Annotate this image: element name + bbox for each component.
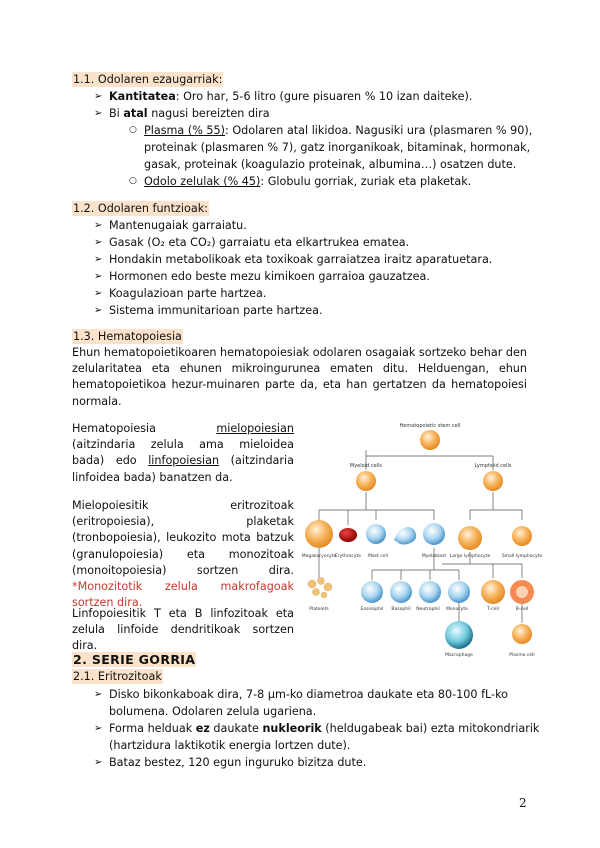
small-lymphocyte-icon <box>512 526 532 546</box>
t-cell-icon <box>481 580 505 604</box>
arrow-bullet-icon: ➢ <box>94 254 103 265</box>
paragraph-mielopoiesitik: Mielopoiesitik eritrozitoak (eritropoiesia), plaketak (tronbopoiesia), leukozito mota batzuk (granulopoiesia) eta monozitoak (monoitopoiesia) sortzen dira. *Monozitotik zelula makrofagoak sortzen dira. <box>72 499 294 610</box>
list-item: Bataz bestez, 120 egun inguruko bizitza dute. <box>109 756 367 769</box>
list-item: Disko bikonkaboak dira, 7-8 µm-ko diametroa daukate eta 80-100 fL-ko <box>109 688 509 701</box>
diagram-label-mast-cell: Mast cell <box>368 554 388 559</box>
section-1-1-heading: 1.1. Odolaren ezaugarriak: <box>73 73 223 86</box>
section-1-2-heading: 1.2. Odolaren funtzioak: <box>73 202 208 215</box>
section-2-1-heading: 2.1. Eritrozitoak <box>73 670 162 683</box>
erythrocyte-icon <box>339 528 357 542</box>
list-item-continuation: (hartzidura laktikotik energia lortzen dute). <box>109 739 351 752</box>
list-item: Kantitatea: Oro har, 5-6 litro (gure pisuaren % 10 izan daiteke). <box>109 90 473 103</box>
arrow-bullet-icon: ➢ <box>94 689 103 700</box>
monocyte-icon <box>448 581 470 603</box>
plasma-cell-icon <box>512 624 532 644</box>
diagram-label-basophil: Basophil <box>391 607 411 612</box>
paragraph-mielopoiesia: Hematopoiesia mielopoiesian (aitzindaria zelula ama mieloidea bada) edo linfopoiesian (aitzindaria linfoidea bada) banatzen da. <box>72 422 294 484</box>
arrow-bullet-icon: ➢ <box>94 723 103 734</box>
hematopoiesis-paragraph: Ehun hematopoietikoaren hematopoiesiak odolaren osagaiak sortzeko behar den zelularitatea eta ehunen mikroingurunea ematen ditu. Helduengan, ehun hematopoietikoa hezur-muinaren parte da, eta han gertatzen da hematopoiesi normala. <box>72 346 527 408</box>
section-1-3-heading: 1.3. Hematopoiesia <box>73 330 182 343</box>
diagram-label-neutrophil: Neutrophil <box>416 607 440 612</box>
list-item-continuation: gasak, proteinak (koagulazio proteinak, albumina…) osatzen dute. <box>144 158 517 171</box>
diagram-label-monocyte: Monocyte <box>446 607 468 612</box>
arrow-bullet-icon: ➢ <box>94 91 103 102</box>
diagram-label-t-cell: T-cell <box>487 607 499 612</box>
myeloid-cell-icon <box>356 471 376 491</box>
platelets-icon <box>308 578 332 599</box>
diagram-label-myeloblast: Myeloblast <box>421 554 447 559</box>
circle-bullet-icon: ○ <box>129 125 137 135</box>
arrow-bullet-icon: ➢ <box>94 108 103 119</box>
large-lymphocyte-icon <box>458 526 482 550</box>
list-item: Hormonen edo beste mezu kimikoen garraioa gauzatzea. <box>109 270 430 283</box>
diagram-label-megakaryocyte: Megakaryocyte <box>302 554 337 559</box>
diagram-label-macrophage: Macrophage <box>445 653 473 658</box>
stem-cell-icon <box>420 430 440 450</box>
diagram-label-large-lymphocyte: Large lymphocyte <box>449 554 491 559</box>
macrophage-icon <box>445 621 473 649</box>
list-item: Sistema immunitarioan parte hartzea. <box>109 304 323 317</box>
list-item: Gasak (O₂ eta CO₂) garraiatu eta elkartrukea ematea. <box>109 236 410 249</box>
section-2-heading: 2. SERIE GORRIA <box>73 652 196 667</box>
diagram-label-small-lymphocyte: Small lymphocyte <box>501 554 543 559</box>
arrow-bullet-icon: ➢ <box>94 288 103 299</box>
diagram-label-plasma-cell: Plasma cell <box>509 653 535 658</box>
page-number: 2 <box>519 796 527 810</box>
list-item: Koagulazioan parte hartzea. <box>109 287 267 300</box>
megakaryocyte-icon <box>305 520 333 548</box>
diagram-label-erythrocyte: Erythrocyte <box>334 554 362 559</box>
diagram-label-platelets: Platelets <box>309 607 329 612</box>
list-item: Bi atal nagusi bereizten dira <box>109 107 270 120</box>
diagram-label-lymphoid: Lymphoid cells <box>474 463 512 469</box>
myeloblast-icon <box>423 523 445 545</box>
red-note: *Monozitotik zelula makrofagoak sortzen dira. <box>72 580 294 610</box>
list-item: Forma helduak ez daukate nukleorik (heldugabeak bai) ezta mitokondriarik <box>109 722 540 735</box>
mast-cell-icon <box>366 524 386 544</box>
diagram-label-b-cell: B-cell <box>515 607 529 612</box>
arrow-bullet-icon: ➢ <box>94 271 103 282</box>
list-item: Odolo zelulak (% 45): Globulu gorriak, zuriak eta plaketak. <box>144 175 472 188</box>
basophil-icon <box>390 581 412 603</box>
diagram-label-myeloid: Myeloid cells <box>349 463 383 469</box>
diagram-label-eosinophil: Eosinophil <box>360 607 384 612</box>
diagram-label-root: Hematopoietic stem cell <box>399 423 461 429</box>
circle-bullet-icon: ○ <box>129 176 137 186</box>
hematopoiesis-diagram <box>302 420 552 670</box>
list-item: Hondakin metabolikoak eta toxikoak garraiatzea iraitz aparatuetara. <box>109 253 493 266</box>
arrow-bullet-icon: ➢ <box>94 305 103 316</box>
arrow-bullet-icon: ➢ <box>94 220 103 231</box>
arrow-bullet-icon: ➢ <box>94 237 103 248</box>
paragraph-linfopoiesitik: Linfopoiesitik T eta B linfozitoak eta zelula linfoide dendritikoak sortzen dira. <box>72 607 294 653</box>
list-item: Mantenugaiak garraiatu. <box>109 219 247 232</box>
list-item: Plasma (% 55): Odolaren atal likidoa. Nagusiki ura (plasmaren % 90), <box>144 124 533 137</box>
mast-cell-2-icon <box>394 527 416 544</box>
arrow-bullet-icon: ➢ <box>94 757 103 768</box>
list-item-continuation: proteinak (plasmaren % 7), gatz inorganikoak, bitaminak, hormonak, <box>144 141 531 154</box>
list-item-continuation: bolumena. Odolaren zelula ugariena. <box>109 705 317 718</box>
neutrophil-icon <box>419 581 441 603</box>
eosinophil-icon <box>361 581 383 603</box>
lymphoid-cell-icon <box>483 471 503 491</box>
